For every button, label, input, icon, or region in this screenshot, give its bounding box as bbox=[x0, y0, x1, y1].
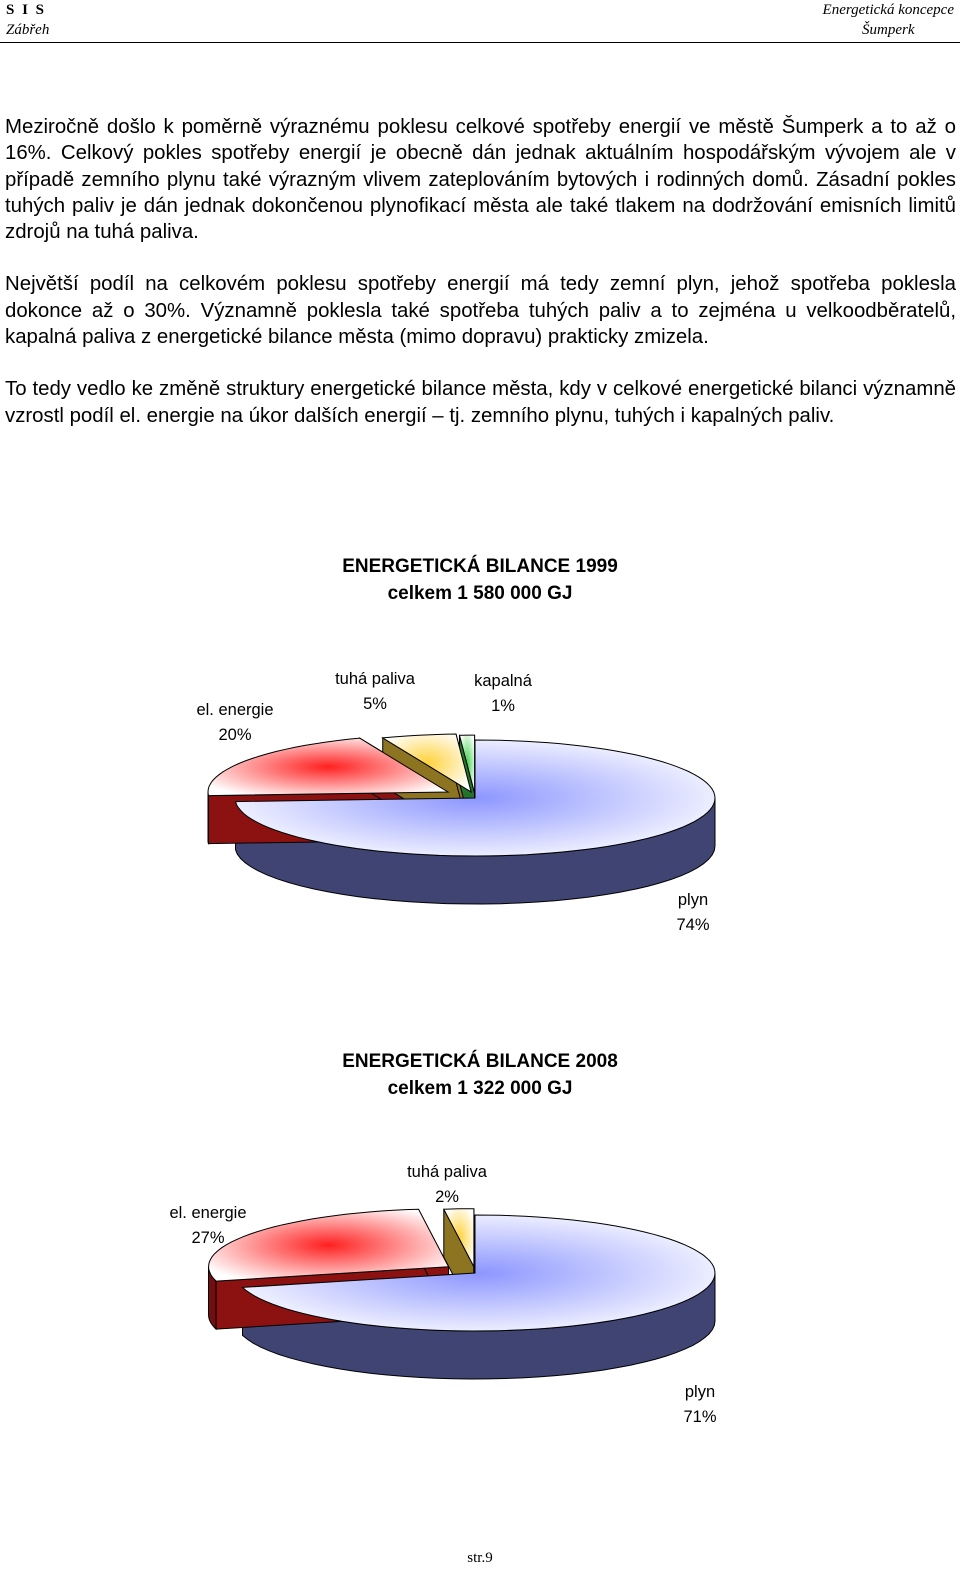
slice-category: el. energie bbox=[196, 701, 274, 719]
slice-label-plyn bbox=[670, 1380, 730, 1430]
slice-category: kapalná bbox=[474, 672, 532, 690]
slice-value: 20% bbox=[218, 726, 252, 744]
body-text bbox=[5, 114, 956, 455]
slice-value: 1% bbox=[491, 697, 515, 715]
chart-subtitle: celkem 1 580 000 GJ bbox=[387, 583, 573, 604]
header-org: S I S bbox=[6, 2, 47, 18]
slice-value: 74% bbox=[676, 916, 710, 934]
pie-chart-2008 bbox=[0, 1040, 960, 1460]
chart-subtitle: celkem 1 322 000 GJ bbox=[387, 1078, 573, 1099]
pie-chart-1999 bbox=[0, 545, 960, 965]
slice-value: 5% bbox=[363, 695, 387, 713]
slice-category: plyn bbox=[677, 891, 709, 909]
slice-value: 71% bbox=[683, 1408, 717, 1426]
header-left bbox=[6, 0, 49, 40]
slice-label-plyn bbox=[663, 888, 723, 938]
slice-value: 2% bbox=[435, 1188, 459, 1206]
pie-svg bbox=[0, 545, 960, 965]
slice-label-tuha bbox=[320, 667, 430, 717]
paragraph: Největší podíl na celkovém poklesu spotřeby energií má tedy zemní plyn, jehož spotřeba poklesla dokonce až o 30%. Významně poklesla také spotřeba tuhých paliv a to zejména u velkoodběratelů, kapalná paliva z energetické bilance města (mimo dopravu) prakticky zmizela. bbox=[5, 273, 956, 349]
slice-label-kapalna bbox=[460, 669, 546, 719]
slice-category: plyn bbox=[684, 1383, 716, 1401]
chart-title-main: ENERGETICKÁ BILANCE 2008 bbox=[342, 1051, 618, 1072]
slice-label-el bbox=[158, 1201, 258, 1251]
slice-label-el bbox=[195, 698, 275, 748]
pie-svg bbox=[0, 1040, 960, 1460]
slice-label-tuha bbox=[392, 1160, 502, 1210]
chart-title-main: ENERGETICKÁ BILANCE 1999 bbox=[342, 556, 618, 577]
header-doc-city: Šumperk bbox=[862, 22, 915, 38]
slice-category: tuhá paliva bbox=[335, 670, 415, 688]
page-number: str.9 bbox=[467, 1550, 493, 1566]
slice-value: 27% bbox=[191, 1229, 225, 1247]
header-doc-title: Energetická koncepce bbox=[822, 2, 954, 18]
paragraph: Meziročně došlo k poměrně výraznému poklesu celkové spotřeby energií ve městě Šumperk a to až o 16%. Celkový pokles spotřeby energií je obecně dán jednak aktuálním hospodářským vývojem ale v případě zemního plynu také výrazným vlivem zateplováním bytových i rodinných domů. Zásadní pokles tuhých paliv je dán jednak dokončenou plynofikací města ale také tlakem na dodržování emisních limitů zdrojů na tuhá paliva. bbox=[5, 116, 956, 244]
header-right bbox=[823, 0, 954, 40]
header-city: Zábřeh bbox=[6, 22, 50, 38]
slice-category: tuhá paliva bbox=[407, 1163, 487, 1181]
page-header bbox=[0, 0, 960, 43]
slice-category: el. energie bbox=[169, 1204, 247, 1222]
paragraph: To tedy vedlo ke změně struktury energetické bilance města, kdy v celkové energetické bilanci významně vzrostl podíl el. energie na úkor dalších energií – tj. zemního plynu, tuhých i kapalných paliv. bbox=[5, 378, 956, 427]
